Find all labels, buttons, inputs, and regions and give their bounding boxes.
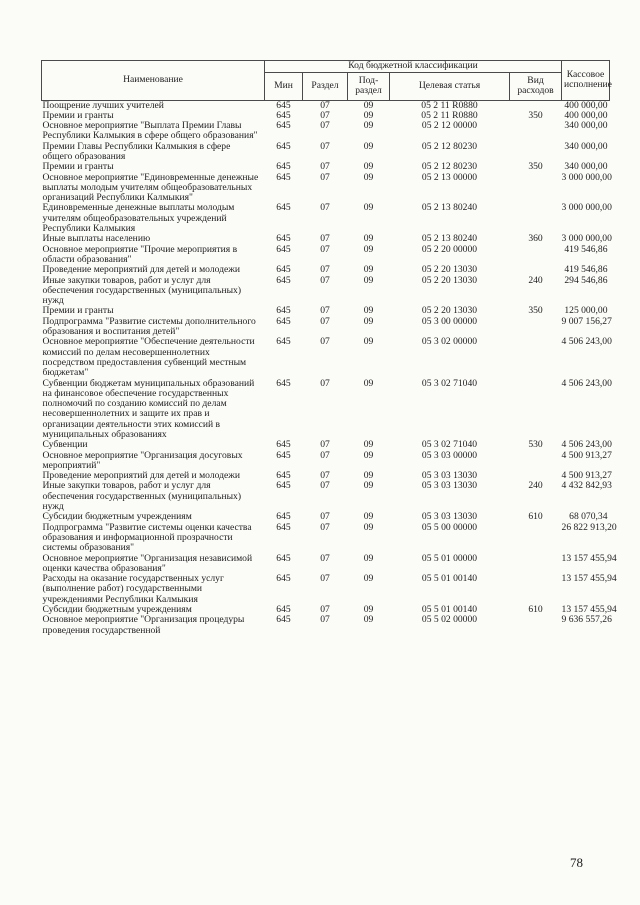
row-name: Основное мероприятие "Прочие мероприятия в области образования" — [42, 243, 238, 265]
row-razdel: 07 — [320, 511, 330, 523]
row-podrazdel: 09 — [363, 315, 374, 327]
row-min: 645 — [276, 140, 291, 152]
row-vid: 610 — [528, 604, 543, 616]
row-target: 05 3 02 00000 — [421, 336, 478, 348]
row-min: 645 — [276, 480, 291, 492]
row-name: Субсидии бюджетным учреждениям — [42, 511, 192, 523]
row-name: Проведение мероприятий для детей и молодежи — [42, 470, 241, 482]
row-podrazdel: 09 — [363, 305, 374, 317]
header-podrazdel: Под-раздел — [348, 72, 390, 100]
row-min: 645 — [276, 439, 291, 451]
row-podrazdel: 09 — [363, 511, 374, 523]
row-amount: 4 506 243,00 — [561, 336, 612, 348]
table-row — [42, 245, 610, 266]
row-razdel: 07 — [320, 521, 330, 533]
table-row — [42, 203, 610, 234]
row-min: 645 — [276, 604, 291, 616]
row-min: 645 — [276, 161, 291, 173]
row-name: Премии Главы Республики Калмыкия в сфере общего образования — [42, 140, 231, 162]
table-row — [42, 523, 610, 554]
row-target: 05 2 11 R0880 — [421, 99, 478, 111]
row-razdel: 07 — [320, 336, 330, 348]
row-target: 05 3 03 13030 — [421, 511, 478, 523]
row-podrazdel: 09 — [363, 243, 374, 255]
row-amount: 340 000,00 — [564, 120, 608, 132]
row-min: 645 — [276, 99, 291, 111]
row-min: 645 — [276, 120, 291, 132]
row-name: Основное мероприятие "Организация досуговых мероприятий" — [42, 449, 243, 471]
row-target: 05 3 00 00000 — [421, 315, 478, 327]
table-row — [42, 317, 610, 338]
row-vid — [510, 379, 562, 441]
row-min: 645 — [276, 315, 291, 327]
row-podrazdel: 09 — [363, 377, 374, 389]
table-row — [42, 615, 610, 636]
row-target: 05 3 03 13030 — [421, 470, 478, 482]
table-header — [42, 61, 610, 101]
row-name: Субсидии бюджетным учреждениям — [42, 604, 192, 616]
row-name: Единовременные денежные выплаты молодым учителям общеобразовательных учреждений Республики Калмыкия — [42, 202, 235, 235]
row-amount: 294 546,86 — [564, 274, 608, 286]
row-target: 05 2 20 13030 — [421, 305, 478, 317]
row-name: Премии и гранты — [42, 161, 114, 173]
row-vid — [510, 203, 562, 234]
row-razdel: 07 — [320, 109, 330, 121]
header-code-group: Код бюджетной классификации — [265, 61, 562, 73]
table-row — [42, 276, 610, 307]
table-body — [42, 99, 617, 636]
header-min: Мин — [265, 72, 303, 100]
row-name: Иные закупки товаров, работ и услуг для обеспечения государственных (муниципальных) нужд — [42, 480, 242, 513]
row-name: Субвенции — [42, 439, 88, 451]
row-name: Основное мероприятие "Единовременные денежные выплаты молодым учителям общеобразовательных организаций Республики Калмыкия" — [42, 171, 259, 204]
row-amount: 4 500 913,27 — [561, 470, 612, 482]
row-razdel: 07 — [320, 202, 330, 214]
row-name: Подпрограмма "Развитие системы оценки качества образования и информационной прозрачности системы образования" — [42, 521, 252, 554]
row-amount: 4 506 243,00 — [561, 377, 612, 389]
row-target: 05 5 01 00140 — [421, 573, 478, 585]
row-name: Проведение мероприятий для детей и молодежи — [42, 264, 241, 276]
row-min: 645 — [276, 377, 291, 389]
row-name: Субвенции бюджетам муниципальных образований на финансовое обеспечение государственных полномочий по созданию комиссий по делам несовершеннолетних и защите их прав и организации деятельности этих комиссий в муниципальных образованиях — [42, 377, 255, 440]
row-target: 05 3 02 71040 — [421, 439, 478, 451]
header-razdel: Раздел — [303, 72, 348, 100]
row-razdel: 07 — [320, 480, 330, 492]
row-razdel: 07 — [320, 315, 330, 327]
row-min: 645 — [276, 233, 291, 245]
row-amount: 4 500 913,27 — [561, 449, 612, 461]
row-target: 05 3 03 00000 — [421, 449, 478, 461]
table-row — [42, 337, 610, 378]
row-podrazdel: 09 — [363, 439, 374, 451]
table-row — [42, 451, 610, 472]
row-amount: 419 546,86 — [564, 264, 608, 276]
row-podrazdel: 09 — [363, 99, 374, 111]
row-name: Основное мероприятие "Организация независимой оценки качества образования" — [42, 552, 253, 574]
row-vid — [510, 317, 562, 338]
row-min: 645 — [276, 305, 291, 317]
row-min: 645 — [276, 243, 291, 255]
header-name: Наименование — [42, 61, 265, 101]
row-amount: 340 000,00 — [564, 140, 608, 152]
row-podrazdel: 09 — [363, 140, 374, 152]
row-amount: 4 506 243,00 — [561, 439, 612, 451]
row-razdel: 07 — [320, 99, 330, 111]
header-vid: Вид расходов — [510, 72, 562, 100]
row-vid — [510, 451, 562, 472]
row-target: 05 5 01 00140 — [421, 604, 478, 616]
row-razdel: 07 — [320, 573, 330, 585]
row-amount: 26 822 913,20 — [561, 521, 617, 533]
row-vid — [510, 337, 562, 378]
page-number: 78 — [570, 855, 583, 870]
row-amount: 125 000,00 — [564, 305, 608, 317]
row-amount: 3 000 000,00 — [561, 202, 612, 214]
row-target: 05 2 12 80230 — [421, 161, 478, 173]
row-min: 645 — [276, 274, 291, 286]
row-amount: 3 000 000,00 — [561, 233, 612, 245]
row-razdel: 07 — [320, 161, 330, 173]
row-amount: 13 157 455,94 — [561, 573, 617, 585]
row-min: 645 — [276, 511, 291, 523]
table-row — [42, 554, 610, 575]
row-min: 645 — [276, 470, 291, 482]
row-name: Иные выплаты населению — [42, 233, 151, 245]
row-name: Поощрение лучших учителей — [42, 99, 164, 111]
row-podrazdel: 09 — [363, 120, 374, 132]
row-amount: 3 000 000,00 — [561, 171, 612, 183]
row-razdel: 07 — [320, 274, 330, 286]
row-razdel: 07 — [320, 470, 330, 482]
row-podrazdel: 09 — [363, 604, 374, 616]
row-min: 645 — [276, 521, 291, 533]
table-row — [42, 121, 610, 142]
row-vid — [510, 523, 562, 554]
row-min: 645 — [276, 552, 291, 564]
row-min: 645 — [276, 573, 291, 585]
row-podrazdel: 09 — [363, 233, 374, 245]
row-podrazdel: 09 — [363, 480, 374, 492]
row-podrazdel: 09 — [363, 171, 374, 183]
row-podrazdel: 09 — [363, 274, 374, 286]
row-name: Премии и гранты — [42, 305, 114, 317]
row-podrazdel: 09 — [363, 521, 374, 533]
header-target: Целевая статья — [390, 72, 510, 100]
row-name: Подпрограмма "Развитие системы дополнительного образования и воспитания детей" — [42, 315, 256, 338]
row-vid — [510, 554, 562, 575]
row-razdel: 07 — [320, 243, 330, 255]
row-vid — [510, 245, 562, 266]
row-vid: 240 — [528, 274, 543, 286]
row-vid — [510, 615, 562, 636]
row-razdel: 07 — [320, 439, 330, 451]
row-razdel: 07 — [320, 604, 330, 616]
table-row — [42, 379, 610, 441]
row-target: 05 2 12 00000 — [421, 120, 478, 132]
row-razdel: 07 — [320, 377, 330, 389]
row-min: 645 — [276, 264, 291, 276]
row-razdel: 07 — [320, 264, 330, 276]
row-target: 05 3 03 13030 — [421, 480, 478, 492]
row-razdel: 07 — [320, 120, 330, 132]
row-min: 645 — [276, 109, 291, 121]
row-vid — [510, 265, 562, 275]
row-amount: 340 000,00 — [564, 161, 608, 173]
row-target: 05 2 12 80230 — [421, 140, 478, 152]
row-vid: 610 — [528, 511, 543, 523]
row-vid — [510, 173, 562, 204]
row-razdel: 07 — [320, 171, 330, 183]
row-target: 05 3 02 71040 — [421, 377, 478, 389]
row-target: 05 2 13 80240 — [421, 233, 478, 245]
table-row — [42, 173, 610, 204]
row-target: 05 2 13 80240 — [421, 202, 478, 214]
row-podrazdel: 09 — [363, 552, 374, 564]
row-amount: 4 432 842,93 — [561, 480, 612, 492]
row-razdel: 07 — [320, 614, 330, 626]
row-podrazdel: 09 — [363, 202, 374, 214]
row-amount: 13 157 455,94 — [561, 604, 617, 616]
row-target: 05 5 01 00000 — [421, 552, 478, 564]
row-razdel: 07 — [320, 449, 330, 461]
row-vid — [510, 142, 562, 163]
row-target: 05 2 20 13030 — [421, 274, 478, 286]
row-name: Основное мероприятие "Обеспечение деятельности комиссий по делам несовершеннолетних посредством предоставления субвенций местным бюджетам" — [42, 336, 255, 379]
table-row — [42, 265, 610, 275]
row-razdel: 07 — [320, 552, 330, 564]
row-vid: 530 — [528, 439, 543, 451]
row-podrazdel: 09 — [363, 573, 374, 585]
row-amount: 419 546,86 — [564, 243, 608, 255]
row-amount: 9 636 557,26 — [561, 614, 612, 626]
table-row — [42, 481, 610, 512]
row-name: Расходы на оказание государственных услуг (выполнение работ) государственными учреждениями Республики Калмыкия — [42, 573, 224, 605]
row-name: Основное мероприятие "Организация процедуры проведения государственной — [42, 614, 245, 636]
budget-table — [41, 60, 617, 636]
row-min: 645 — [276, 171, 291, 183]
row-target: 05 5 00 00000 — [421, 521, 478, 533]
row-podrazdel: 09 — [363, 470, 374, 482]
row-vid — [510, 121, 562, 142]
row-razdel: 07 — [320, 305, 330, 317]
table-row — [42, 574, 610, 605]
row-razdel: 07 — [320, 140, 330, 152]
row-min: 645 — [276, 449, 291, 461]
row-target: 05 2 11 R0880 — [421, 109, 478, 121]
row-min: 645 — [276, 614, 291, 626]
row-vid — [510, 574, 562, 605]
row-podrazdel: 09 — [363, 614, 374, 626]
row-amount: 9 007 156,27 — [561, 315, 612, 327]
row-podrazdel: 09 — [363, 264, 374, 276]
row-target: 05 2 13 00000 — [421, 171, 478, 183]
row-amount: 400 000,00 — [564, 99, 608, 111]
row-amount: 68 070,34 — [569, 511, 608, 523]
row-target: 05 5 02 00000 — [421, 614, 478, 626]
row-razdel: 07 — [320, 233, 330, 245]
row-name: Основное мероприятие "Выплата Премии Главы Республики Калмыкия в сфере общего образования" — [42, 120, 258, 142]
row-podrazdel: 09 — [363, 161, 374, 173]
row-vid: 350 — [528, 161, 543, 173]
row-vid: 360 — [528, 233, 543, 245]
table-row — [42, 142, 610, 163]
row-min: 645 — [276, 202, 291, 214]
row-vid: 350 — [528, 109, 543, 121]
header-amount: Кассовое исполнение — [562, 61, 610, 101]
row-name: Премии и гранты — [42, 109, 114, 121]
row-min: 645 — [276, 336, 291, 348]
row-target: 05 2 20 13030 — [421, 264, 478, 276]
row-podrazdel: 09 — [363, 109, 374, 121]
row-amount: 13 157 455,94 — [561, 552, 617, 564]
row-podrazdel: 09 — [363, 336, 374, 348]
row-target: 05 2 20 00000 — [421, 243, 478, 255]
row-vid: 240 — [528, 480, 543, 492]
row-podrazdel: 09 — [363, 449, 374, 461]
row-vid: 350 — [528, 305, 543, 317]
row-name: Иные закупки товаров, работ и услуг для обеспечения государственных (муниципальных) нужд — [42, 274, 242, 307]
row-amount: 400 000,00 — [564, 109, 608, 121]
